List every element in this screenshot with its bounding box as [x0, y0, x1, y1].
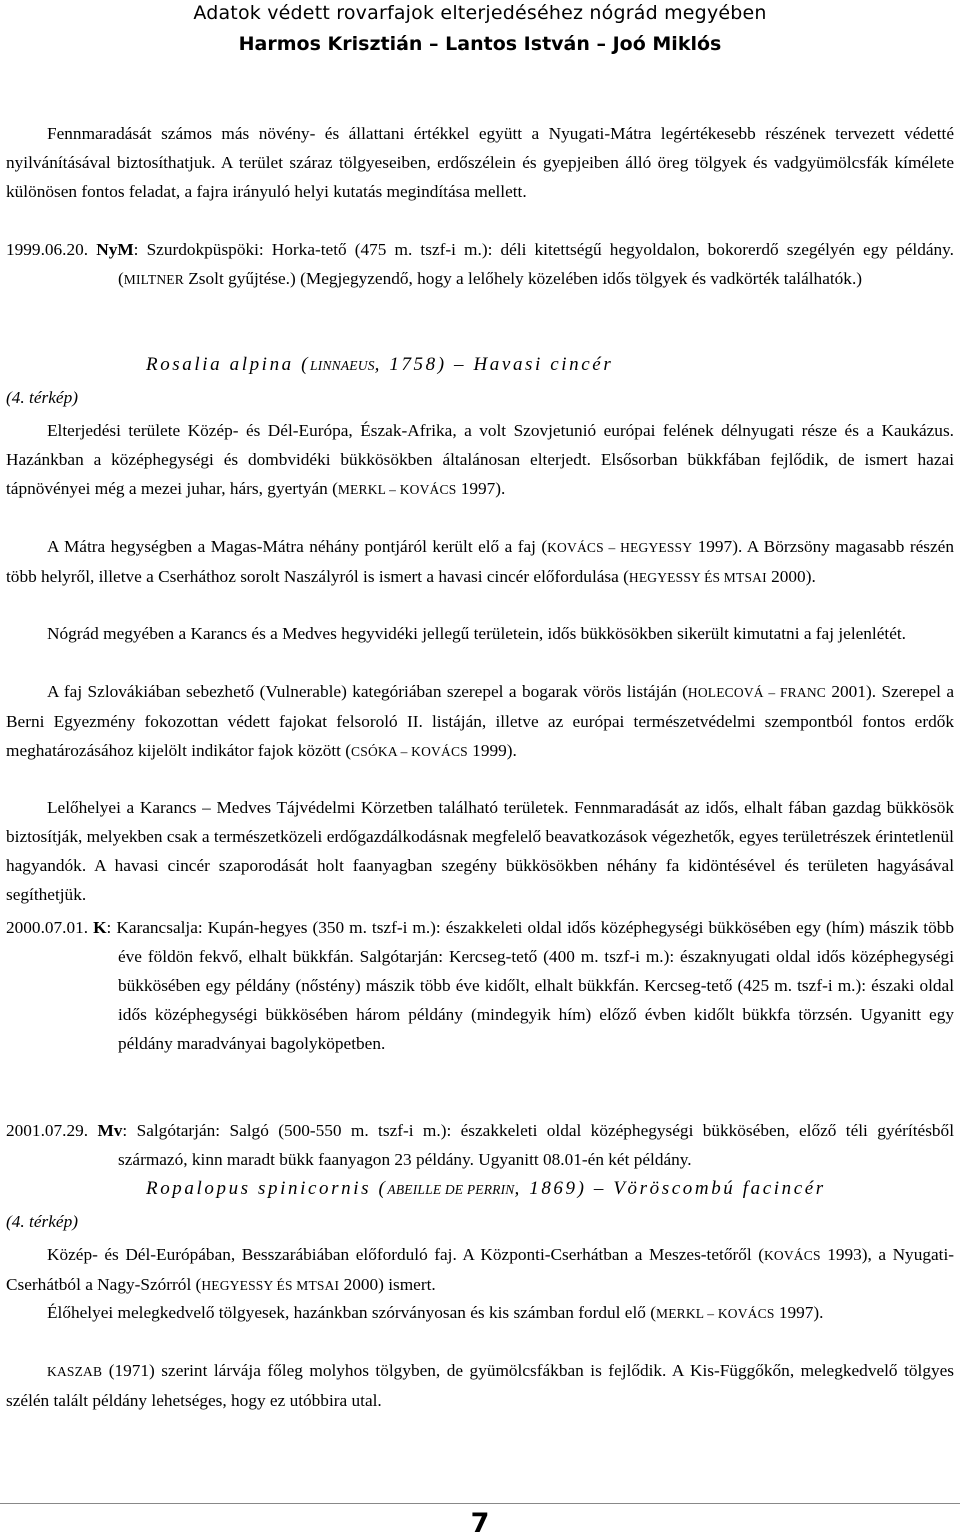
citation: KASZAB [47, 1364, 103, 1379]
citation: HEGYESSY ÉS MTSAI [201, 1278, 340, 1293]
citation: CSÓKA – KOVÁCS [351, 744, 468, 759]
paragraph-text: 1993), a Nyugati-Cserhátból a Nagy-Szórról ( [6, 1245, 955, 1294]
record-date: 2001.07.29. [6, 1121, 89, 1140]
citation: KOVÁCS – HEGYESSY [547, 540, 693, 555]
species-author-close: , 1758) – Havasi cincér [374, 354, 614, 375]
citation: MERKL – KOVÁCS [337, 482, 457, 497]
intro-paragraph: Fennmaradását számos más növény- és állattani értékkel együtt a Nyugati-Mátra legértékesebb részének tervezett védetté nyilvánításával biztosíthatjuk. A terület száraz tölgyeseiben, erdőszélein és gyepjeiben álló öreg tölgyek és vadgyümölcsfák kímélete különösen fontos feladat, a fajra irányuló helyi kutatás megindítása mellett. [6, 124, 954, 201]
paragraph [6, 416, 954, 504]
paragraph-text: 2001). Szerepel a Berni Egyezmény fokozottan védett fajokat felsoroló II. listáján, illetve az európai természetvédelmi szempontból fontos erdők meghatározásához kijelölt indikátor fajok között ( [6, 682, 954, 760]
paragraph: Lelőhelyei a Karancs – Medves Tájvédelmi Körzetben található területek. Fennmaradását az idős, elhalt fában gazdag bükkösök biztosítják, melyekben csak a természetközeli erdőgazdálkodásnak megfelelő beavatkozások végezhetők, egyes területrészek érintetlenül hagyandók. A havasi cincér szaporodását holt faanyagban szegény bükkösökben néhány fa kidöntésével és területen hagyásával segíthetjük. [6, 798, 954, 904]
collector-name: MILTNER [123, 272, 184, 287]
record-2001 [6, 1116, 954, 1174]
paragraph [6, 1356, 954, 1415]
citation: HEGYESSY ÉS MTSAI [628, 570, 767, 585]
citation: HOLECOVÁ – FRANC [687, 685, 826, 700]
record-date: 2000.07.01. [6, 918, 89, 937]
species-heading-rosalia [146, 354, 613, 376]
map-reference: (4. térkép) [6, 1212, 78, 1231]
paragraph-text: A faj Szlovákiában sebezhető (Vulnerable) kategóriában szerepel a bogarak vörös listáján ( [47, 682, 688, 701]
running-header-authors: Harmos Krisztián – Lantos István – Joó Miklós [238, 33, 722, 55]
species-author: ABEILLE DE PERRIN [387, 1182, 515, 1197]
paragraph-text: 2000). [766, 567, 816, 586]
paragraph [6, 532, 954, 592]
citation: KOVÁCS [763, 1248, 821, 1263]
citation: MERKL – KOVÁCS [655, 1306, 775, 1321]
paragraph-text: 1999). [467, 741, 517, 760]
paragraph-text: A Mátra hegységben a Magas-Mátra néhány pontjáról került elő a faj ( [47, 537, 548, 556]
paragraph [6, 677, 954, 766]
page-number: 7 [470, 1508, 490, 1539]
record-region: K [93, 918, 107, 937]
record-date: 1999.06.20. [6, 240, 89, 259]
paragraph-text: Élőhelyei melegkedvelő tölgyesek, hazánkban szórványosan és kis számban fordul elő ( [47, 1303, 656, 1322]
species-heading-ropalopus [146, 1178, 826, 1200]
map-reference: (4. térkép) [6, 388, 78, 407]
record-text: Zsolt gyűjtése.) (Megjegyzendő, hogy a lelőhely közelében idős tölgyek és vadkörték találhatók.) [183, 269, 863, 288]
paragraph [6, 1240, 954, 1300]
species-name: Ropalopus spinicornis [146, 1178, 372, 1199]
paragraph-text: Elterjedési területe Közép- és Dél-Európa, Észak-Afrika, a volt Szovjetunió európai felének délnyugati része és a Kaukázus. Hazánkban a középhegységi és dombvidéki bükkösökben általánosan elterjedt. Elsősorban bükkfában fejlődik, de ismert hazai tápnövényei még a mezei juhar, hárs, gyertyán ( [6, 421, 954, 498]
record-text: : Salgótarján: Salgó (500-550 m. tszf-i m.): északkeleti oldal középhegységi bükkösében, előző téli gyérítésből származó, kinn maradt bükk faanyagon 23 példány. Ugyanitt 08.01-én két példány. [118, 1121, 954, 1169]
record-1999 [6, 235, 954, 294]
footer-divider [0, 1503, 960, 1504]
paragraph-text: 1997). A Börzsöny magasabb részén több helyről, illetve a Cserháthoz sorolt Naszályról is ismert a havasi cincér előfordulása ( [6, 537, 954, 586]
species-name: Rosalia alpina [146, 354, 294, 375]
species-author-close: , 1869) – Vöröscombú facincér [514, 1178, 826, 1199]
paragraph [6, 1298, 954, 1328]
species-author-open: ( [371, 1178, 388, 1199]
paragraph-text: 1997). [774, 1303, 824, 1322]
running-header-title: Adatok védett rovarfajok elterjedéséhez nógrád megyében [193, 2, 767, 24]
record-text: : Karancsalja: Kupán-hegyes (350 m. tszf-i m.): északkeleti oldal idős középhegységi bükkösében egy (hím) mászik több éve földön fekvő, elhalt bükkfán. Salgótarján: Kercseg-tető (400 m. tszf-i m.): északnyugati oldal idős középhegységi bükkösében egy példány (nőstény) mászik több éve kidőlt, elhalt bükkfán. Kercseg-tető (425 m. tszf-i m.): északi oldal idős középhegységi bükkösében három példány (mindegyik hím) előző évben kidőlt bükkfa törzsén. Ugyanitt egy példány maradványai bagolyköpetben. [106, 918, 954, 1053]
record-region: Mv [97, 1121, 123, 1140]
paragraph: Nógrád megyében a Karancs és a Medves hegyvidéki jellegű területein, idős bükkösökben sikerült kimutatni a faj jelenlétét. [47, 624, 906, 643]
record-2000 [6, 913, 954, 1058]
species-author-open: ( [293, 354, 311, 375]
paragraph-text: Közép- és Dél-Európában, Besszarábiában előforduló faj. A Központi-Cserhátban a Meszes-tetőről ( [47, 1245, 764, 1264]
record-region: NyM [96, 240, 134, 259]
paragraph-text: (1971) szerint lárvája főleg molyhos tölgyben, de gyümölcsfákban is fejlődik. A Kis-Függőkőn, melegkedvelő tölgyes szélén talált példány lehetséges, hogy ez utóbbira utal. [6, 1361, 954, 1410]
record-text: : Szurdokpüspöki: Horka-tető (475 m. tszf-i m.): déli kitettségű hegyoldalon, bokorerdő szegélyén egy példány. ( [118, 240, 955, 288]
species-author: LINNAEUS [310, 358, 375, 373]
paragraph-text: 1997). [456, 479, 506, 498]
paragraph-text: 2000) ismert. [339, 1275, 436, 1294]
